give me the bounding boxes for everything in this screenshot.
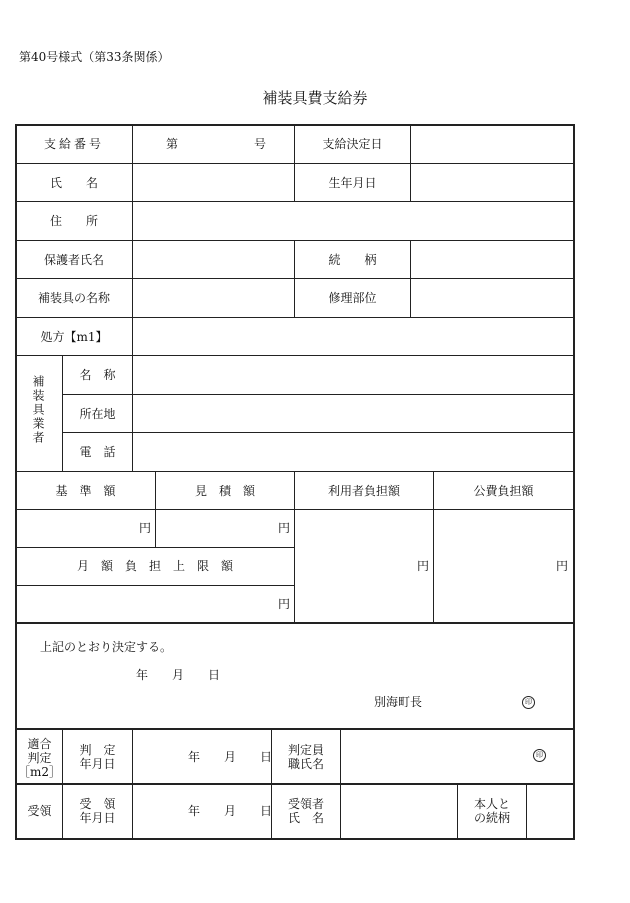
monthly-limit-field[interactable]: [17, 587, 293, 621]
receiver-relation-label: 本人と の続柄: [473, 797, 510, 825]
issue-number-prefix: 第: [166, 137, 179, 151]
receiver-name-field[interactable]: [342, 785, 456, 837]
decision-date-line: 年 月 日: [136, 668, 221, 682]
monthly-limit-yen: 円: [278, 597, 291, 611]
name-field[interactable]: [134, 165, 292, 201]
birthdate-label: 生年月日: [328, 176, 377, 190]
prescription-field[interactable]: [134, 319, 572, 355]
estimate-amount-yen: 円: [278, 521, 291, 535]
page-title: 補装具費支給券: [262, 89, 368, 107]
user-burden-label: 利用者負担額: [327, 484, 400, 498]
relationship-label: 続 柄: [328, 253, 377, 267]
form-number: 第40号様式（第33条関係）: [19, 50, 170, 64]
device-name-field[interactable]: [134, 280, 292, 316]
vendor-group-label: 補装具業者: [31, 375, 45, 445]
device-name-label: 補装具の名称: [37, 291, 110, 305]
decision-date-field[interactable]: [412, 126, 572, 162]
receipt-date-line: 年 月 日: [188, 804, 273, 818]
receipt-group-label: 受領: [27, 804, 52, 818]
monthly-limit-label: 月 額 負 担 上 限 額: [76, 559, 233, 573]
standard-amount-field[interactable]: [17, 511, 153, 546]
repair-part-label: 修理部位: [328, 291, 377, 305]
vendor-phone-field[interactable]: [134, 434, 572, 470]
repair-part-field[interactable]: [412, 280, 572, 316]
vendor-location-label: 所在地: [79, 407, 116, 421]
relationship-field[interactable]: [412, 242, 572, 278]
decision-statement: 上記のとおり決定する。: [40, 640, 173, 654]
judgment-official-label: 判定員 職氏名: [287, 743, 324, 771]
public-burden-field[interactable]: [435, 511, 572, 621]
receipt-date-label: 受 領 年月日: [79, 797, 116, 825]
guardian-label: 保護者氏名: [43, 253, 104, 267]
vendor-name-field[interactable]: [134, 357, 572, 393]
judgment-group-label: 適合 判定 ［m2］: [17, 737, 61, 779]
user-burden-field[interactable]: [296, 511, 432, 621]
guardian-field[interactable]: [134, 242, 292, 278]
estimate-amount-field[interactable]: [157, 511, 293, 546]
birthdate-field[interactable]: [412, 165, 572, 201]
judgment-date-line: 年 月 日: [188, 750, 273, 764]
user-burden-yen: 円: [417, 559, 430, 573]
receiver-name-label: 受領者 氏 名: [287, 797, 324, 825]
vendor-location-field[interactable]: [134, 396, 572, 432]
public-burden-label: 公費負担額: [473, 484, 534, 498]
decision-date-label: 支給決定日: [322, 137, 383, 151]
estimate-amount-label: 見 積 額: [194, 484, 255, 498]
address-label: 住 所: [49, 214, 98, 228]
issue-number-label: 支給番号: [43, 137, 104, 151]
judgment-date-label: 判 定 年月日: [79, 743, 116, 771]
standard-amount-yen: 円: [139, 521, 152, 535]
prescription-label: 処方【m1】: [40, 330, 108, 344]
issue-number-suffix: 号: [254, 137, 267, 151]
name-label: 氏 名: [49, 176, 98, 190]
mayor-title: 別海町長: [374, 695, 423, 709]
vendor-phone-label: 電 話: [79, 445, 116, 459]
judgment-seal-icon: 印: [533, 749, 546, 762]
mayor-seal-icon: 印: [522, 696, 535, 709]
address-field[interactable]: [134, 203, 572, 239]
standard-amount-label: 基 準 額: [55, 484, 116, 498]
vendor-name-label: 名 称: [79, 368, 116, 382]
public-burden-yen: 円: [556, 559, 569, 573]
receiver-relation-field[interactable]: [528, 785, 572, 837]
